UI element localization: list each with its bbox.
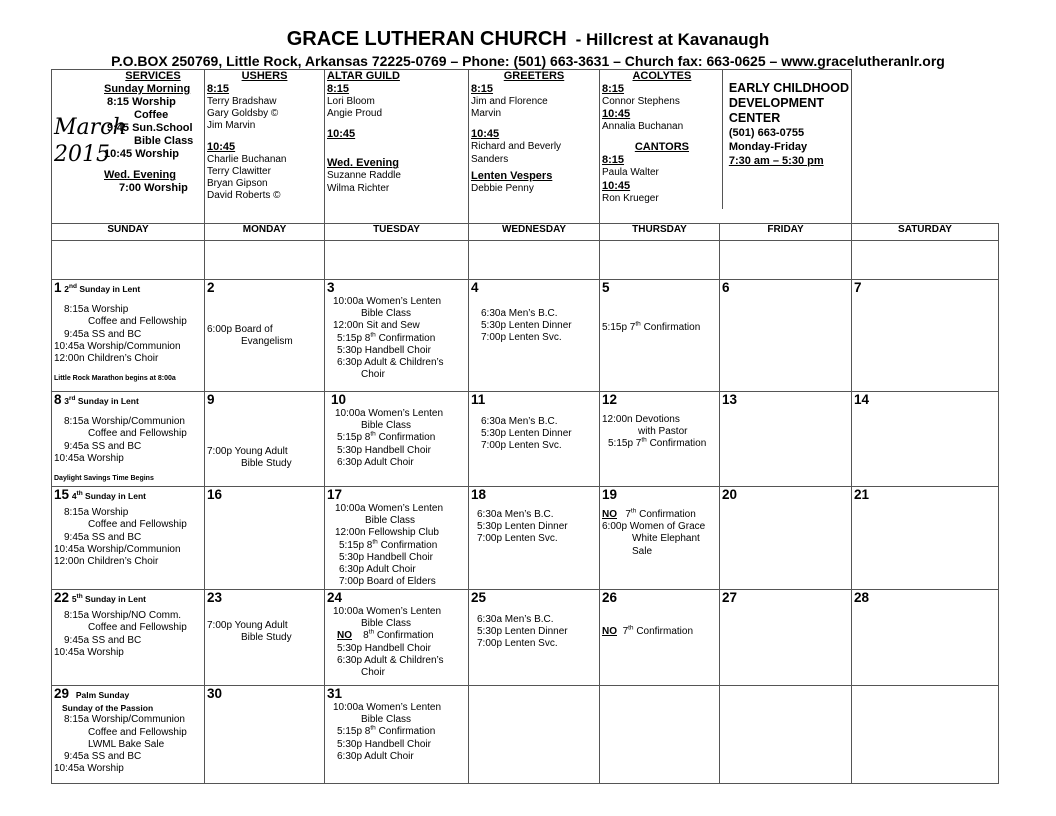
sunday-label: Palm Sunday bbox=[75, 690, 130, 700]
day-number: 13 bbox=[722, 392, 738, 407]
event: Bible Class bbox=[365, 515, 416, 527]
event: 10:00a Women’s Lenten bbox=[333, 606, 442, 617]
usher-name: Jim Marvin bbox=[207, 120, 256, 132]
event: 10:00a Women’s Lenten bbox=[333, 702, 442, 713]
event: 5:30p Handbell Choir bbox=[337, 444, 431, 456]
day-number: 28 bbox=[854, 590, 870, 605]
weekday-saturday: SATURDAY bbox=[852, 224, 999, 241]
day-number: 19 bbox=[602, 487, 618, 502]
event: Bible Study bbox=[241, 632, 292, 644]
ordinal-suffix: th bbox=[641, 437, 647, 445]
day-number: 2 bbox=[207, 280, 215, 295]
day-number: 27 bbox=[722, 590, 738, 605]
event: 6:00p Board of bbox=[207, 324, 273, 335]
event: 7:00p Young Adult bbox=[207, 446, 288, 457]
greeter-name: Richard and Beverly bbox=[471, 141, 562, 153]
day-number: 14 bbox=[854, 392, 870, 407]
event: Bible Class bbox=[361, 420, 412, 432]
day-cell-4 bbox=[469, 280, 600, 392]
usher-name: Terry Clawitter bbox=[207, 165, 271, 177]
event: 10:45a Worship bbox=[54, 646, 124, 658]
greeter-name: Sanders bbox=[471, 153, 509, 165]
weekday-thursday: THURSDAY bbox=[600, 224, 720, 241]
day-number: 17 bbox=[327, 487, 343, 502]
day-cell-18 bbox=[469, 487, 600, 590]
day-cell-13 bbox=[720, 392, 852, 487]
week-row bbox=[52, 487, 999, 590]
ordinal-suffix: th bbox=[630, 507, 637, 515]
event: Coffee and Fellowship bbox=[88, 519, 187, 531]
calendar-table bbox=[51, 69, 999, 784]
ecdc-phone: (501) 663-0755 bbox=[728, 127, 805, 139]
blank-day-cell bbox=[469, 241, 600, 280]
acolytes-cell bbox=[600, 70, 852, 224]
sunday-label: 2 bbox=[64, 284, 70, 294]
day-number: 25 bbox=[471, 590, 487, 605]
day-number: 12 bbox=[602, 392, 618, 407]
weekday-tuesday: TUESDAY bbox=[325, 224, 469, 241]
blank-day-cell bbox=[600, 241, 720, 280]
event: 12:00n Children’s Choir bbox=[54, 556, 159, 568]
week-row bbox=[52, 590, 999, 686]
ecdc-days: Monday-Friday bbox=[728, 141, 808, 153]
event: 9:45a SS and BC bbox=[64, 328, 142, 340]
ecdc-hours: 7:30 am – 5:30 pm bbox=[728, 155, 824, 167]
usher-name: Gary Goldsby © bbox=[207, 108, 279, 120]
services-title: SERVICES bbox=[125, 70, 181, 82]
event: Confirmation bbox=[633, 626, 694, 637]
sunday-label: 5 bbox=[71, 594, 77, 604]
day-cell-3 bbox=[325, 280, 469, 392]
month-name: March bbox=[54, 115, 127, 140]
ordinal-suffix: th bbox=[370, 331, 376, 339]
blank-week-row bbox=[52, 241, 999, 280]
event: 9:45a SS and BC bbox=[64, 531, 142, 543]
day-number: 31 bbox=[327, 686, 343, 701]
event: 10:00a Women’s Lenten bbox=[333, 296, 442, 307]
day-number: 9 bbox=[207, 392, 215, 407]
day-cell-27 bbox=[720, 590, 852, 686]
ecdc-line: EARLY CHILDHOOD bbox=[728, 81, 849, 95]
event: Bible Class bbox=[361, 618, 412, 630]
greeter-name: Debbie Penny bbox=[471, 182, 534, 194]
day-cell-23 bbox=[205, 590, 325, 686]
day-cell-8 bbox=[52, 392, 205, 487]
altar-guild-name: Suzanne Raddle bbox=[327, 170, 401, 182]
info-row bbox=[52, 70, 999, 224]
event: LWML Bake Sale bbox=[88, 738, 165, 750]
day-number: 8 bbox=[54, 392, 62, 407]
church-title bbox=[0, 28, 1056, 51]
day-cell-7 bbox=[852, 280, 999, 392]
day-number: 23 bbox=[207, 590, 223, 605]
empty-day-cell bbox=[852, 686, 999, 784]
event: 6:30p Adult Choir bbox=[339, 564, 416, 576]
event: 8:15a Worship/Communion bbox=[64, 714, 185, 726]
event: 12:00n Sit and Sew bbox=[333, 320, 420, 332]
event: 8 bbox=[363, 630, 369, 642]
weekday-wednesday: WEDNESDAY bbox=[469, 224, 600, 241]
blank-day-cell bbox=[852, 241, 999, 280]
services-line: 8:15 Worship bbox=[107, 96, 176, 108]
event: Choir bbox=[361, 369, 385, 381]
blank-day-cell bbox=[52, 241, 205, 280]
day-cell-22 bbox=[52, 590, 205, 686]
no-flag: NO bbox=[602, 509, 617, 520]
event: Coffee and Fellowship bbox=[88, 726, 187, 738]
day-cell-20 bbox=[720, 487, 852, 590]
altar-guild-time: 8:15 bbox=[327, 83, 350, 95]
weekday-friday: FRIDAY bbox=[720, 224, 852, 241]
event: 6:00p Women of Grace bbox=[602, 521, 706, 533]
event: Confirmation bbox=[377, 539, 438, 551]
event: 9:45a SS and BC bbox=[64, 751, 142, 763]
event: Evangelism bbox=[241, 336, 293, 348]
ordinal-suffix: nd bbox=[69, 283, 77, 291]
ordinal-suffix: rd bbox=[69, 395, 76, 403]
greeters-time: 8:15 bbox=[471, 83, 494, 95]
week-row bbox=[52, 686, 999, 784]
event: Confirmation bbox=[375, 332, 436, 344]
ecdc-line: CENTER bbox=[728, 111, 781, 125]
event: 6:30p Adult & Children’s bbox=[337, 357, 444, 369]
day-cell-6 bbox=[720, 280, 852, 392]
event: 7:00p Lenten Svc. bbox=[477, 638, 558, 650]
day-cell-2 bbox=[205, 280, 325, 392]
day-number: 7 bbox=[854, 280, 862, 295]
event-note: Little Rock Marathon begins at 8:00a bbox=[54, 375, 176, 383]
no-flag: NO bbox=[602, 626, 617, 637]
greeters-title: GREETERS bbox=[503, 70, 565, 82]
sunday-label-rest: Sunday in Lent bbox=[82, 491, 146, 501]
event: 7:00p Lenten Svc. bbox=[481, 332, 562, 344]
day-cell-24 bbox=[325, 590, 469, 686]
sunday-label-rest: Sunday in Lent bbox=[76, 284, 141, 294]
day-cell-5 bbox=[600, 280, 720, 392]
event: 5:15p 8 bbox=[337, 432, 371, 444]
day-cell-28 bbox=[852, 590, 999, 686]
event: 6:30a Men’s B.C. bbox=[481, 416, 558, 427]
event: 7 bbox=[625, 509, 631, 520]
blank-day-cell bbox=[325, 241, 469, 280]
altar-guild-name: Wilma Richter bbox=[327, 182, 390, 194]
week-row bbox=[52, 280, 999, 392]
event: White Elephant bbox=[632, 533, 700, 545]
services-line: 10:45 Worship bbox=[104, 148, 179, 160]
day-number: 24 bbox=[327, 590, 343, 605]
blank-day-cell bbox=[720, 241, 852, 280]
cantors-title: CANTORS bbox=[634, 141, 690, 154]
weekday-sunday: SUNDAY bbox=[52, 224, 205, 241]
blank-day-cell bbox=[205, 241, 325, 280]
event: 8:15a Worship/Communion bbox=[64, 416, 185, 428]
event: 5:30p Handbell Choir bbox=[337, 344, 431, 356]
event: 8:15a Worship/NO Comm. bbox=[64, 610, 182, 622]
day-cell-14 bbox=[852, 392, 999, 487]
event: 8:15a Worship bbox=[64, 304, 129, 316]
sunday-label-rest: Sunday in Lent bbox=[75, 396, 139, 406]
acolytes-time: 10:45 bbox=[602, 108, 631, 121]
event: 10:00a Women’s Lenten bbox=[335, 408, 444, 419]
event: 5:30p Lenten Dinner bbox=[481, 320, 572, 332]
event: 8:15a Worship bbox=[64, 507, 129, 519]
event: 12:00n Devotions bbox=[602, 414, 680, 425]
day-number: 30 bbox=[207, 686, 223, 701]
event: Coffee and Fellowship bbox=[88, 428, 187, 440]
sunday-label-rest: Sunday in Lent bbox=[82, 594, 146, 604]
event: 5:30p Lenten Dinner bbox=[481, 428, 572, 440]
day-number: 16 bbox=[207, 487, 223, 502]
sunday-label: 4 bbox=[71, 491, 77, 501]
day-number: 10 bbox=[331, 392, 347, 407]
event: 5:30p Lenten Dinner bbox=[477, 521, 568, 533]
usher-name: David Roberts © bbox=[207, 190, 281, 202]
event: Confirmation bbox=[640, 322, 701, 333]
usher-name: Charlie Buchanan bbox=[207, 153, 287, 165]
cantor-name: Paula Walter bbox=[602, 167, 659, 179]
cantor-name: Ron Krueger bbox=[602, 192, 659, 204]
altar-guild-cell bbox=[325, 70, 469, 224]
event: 5:15p 8 bbox=[337, 332, 371, 344]
altar-guild-time: 10:45 bbox=[327, 128, 356, 141]
event: Confirmation bbox=[646, 438, 707, 450]
day-number: 3 bbox=[327, 280, 335, 295]
event: 5:30p Handbell Choir bbox=[339, 551, 433, 563]
event: 10:45a Worship/Communion bbox=[54, 543, 181, 555]
event: 7:00p Lenten Svc. bbox=[481, 440, 562, 452]
event: 10:45a Worship bbox=[54, 452, 124, 464]
usher-name: Terry Bradshaw bbox=[207, 96, 277, 107]
day-cell-17 bbox=[325, 487, 469, 590]
day-cell-1 bbox=[52, 280, 205, 392]
greeters-time: 10:45 bbox=[471, 128, 500, 141]
event: Confirmation bbox=[375, 432, 436, 444]
day-cell-21 bbox=[852, 487, 999, 590]
event: Confirmation bbox=[374, 630, 434, 642]
greeters-lenten-label: Lenten Vespers bbox=[471, 169, 553, 182]
services-line: Coffee bbox=[134, 109, 169, 121]
day-cell-25 bbox=[469, 590, 600, 686]
event: 6:30p Adult Choir bbox=[337, 750, 414, 762]
empty-day-cell bbox=[600, 686, 720, 784]
services-line: 7:00 Worship bbox=[119, 182, 188, 194]
ordinal-suffix: th bbox=[370, 431, 376, 439]
cantors-time: 8:15 bbox=[602, 154, 625, 167]
event: Bible Study bbox=[241, 458, 292, 470]
ushers-time: 8:15 bbox=[207, 83, 230, 95]
event: Coffee and Fellowship bbox=[88, 622, 187, 634]
services-line: Bible Class bbox=[134, 135, 194, 147]
ordinal-suffix: th bbox=[370, 725, 376, 733]
event: 10:00a Women’s Lenten bbox=[335, 503, 444, 514]
event: Choir bbox=[361, 667, 385, 679]
ushers-title: USHERS bbox=[241, 70, 288, 82]
acolyte-name: Annalia Buchanan bbox=[602, 121, 684, 133]
empty-day-cell bbox=[469, 686, 600, 784]
ordinal-suffix: th bbox=[628, 624, 634, 632]
month-year: 2015 bbox=[54, 142, 110, 167]
day-number: 29 bbox=[54, 686, 70, 701]
church-location: - Hillcrest at Kavanaugh bbox=[575, 30, 770, 49]
event: 7:00p Lenten Svc. bbox=[477, 533, 558, 545]
event: 5:15p 8 bbox=[339, 539, 373, 551]
day-cell-11 bbox=[469, 392, 600, 487]
ushers-cell bbox=[205, 70, 325, 224]
day-cell-9 bbox=[205, 392, 325, 487]
day-cell-29 bbox=[52, 686, 205, 784]
event: 10:45a Worship bbox=[54, 763, 124, 775]
event: 5:30p Handbell Choir bbox=[337, 738, 431, 750]
day-cell-30 bbox=[205, 686, 325, 784]
event: 6:30p Adult Choir bbox=[337, 456, 414, 468]
event: with Pastor bbox=[638, 426, 688, 438]
altar-guild-title: ALTAR GUILD bbox=[327, 70, 400, 82]
day-number: 11 bbox=[471, 392, 486, 407]
event: 9:45a SS and BC bbox=[64, 634, 142, 646]
acolytes-title: ACOLYTES bbox=[632, 70, 692, 82]
church-address: P.O.BOX 250769, Little Rock, Arkansas 72225-0769 – Phone: (501) 663-3631 – Church fax: 663-0625 – www.gracelutheranlr.org bbox=[111, 53, 945, 69]
ushers-time: 10:45 bbox=[207, 140, 236, 153]
day-number: 22 bbox=[54, 590, 70, 605]
services-wed-label: Wed. Evening bbox=[104, 169, 176, 181]
day-number: 1 bbox=[54, 280, 62, 295]
day-number: 4 bbox=[471, 280, 479, 295]
cantors-time: 10:45 bbox=[602, 179, 631, 192]
usher-name: Bryan Gipson bbox=[207, 178, 268, 190]
event: Confirmation bbox=[375, 726, 436, 738]
ordinal-suffix: th bbox=[372, 538, 378, 546]
acolyte-name: Connor Stephens bbox=[602, 96, 680, 107]
acolytes-time: 8:15 bbox=[602, 83, 625, 95]
day-cell-31 bbox=[325, 686, 469, 784]
event: 5:30p Lenten Dinner bbox=[477, 626, 568, 638]
greeter-name: Marvin bbox=[471, 108, 502, 120]
day-number: 5 bbox=[602, 280, 610, 295]
day-cell-15 bbox=[52, 487, 205, 590]
sunday-subtitle: Sunday of the Passion bbox=[62, 703, 154, 714]
event: Sale bbox=[632, 545, 653, 557]
event: 12:00n Children’s Choir bbox=[54, 353, 159, 365]
altar-guild-name: Angie Proud bbox=[327, 108, 383, 120]
event: 6:30a Men’s B.C. bbox=[481, 308, 558, 319]
day-cell-12 bbox=[600, 392, 720, 487]
services-cell bbox=[52, 70, 205, 224]
event: 7 bbox=[622, 626, 629, 637]
ordinal-suffix: th bbox=[368, 629, 375, 637]
altar-guild-name: Lori Bloom bbox=[327, 96, 375, 107]
ecdc-panel bbox=[722, 70, 849, 209]
event: Confirmation bbox=[636, 509, 696, 520]
services-line: 9:45 Sun.School bbox=[107, 122, 193, 134]
ordinal-suffix: th bbox=[635, 320, 641, 328]
event: Bible Class bbox=[361, 714, 412, 726]
event: 6:30a Men’s B.C. bbox=[477, 509, 554, 520]
event: Coffee and Fellowship bbox=[88, 316, 187, 328]
event: 5:15p 8 bbox=[337, 726, 371, 738]
event: 10:45a Worship/Communion bbox=[54, 340, 181, 352]
event: 7:00p Young Adult bbox=[207, 620, 288, 631]
day-number: 6 bbox=[722, 280, 730, 295]
event: 5:15p 7 bbox=[608, 438, 642, 450]
services-sunday-label: Sunday Morning bbox=[104, 83, 191, 95]
event: 6:30p Adult & Children’s bbox=[337, 654, 444, 666]
day-number: 15 bbox=[54, 487, 70, 502]
event: 12:00n Fellowship Club bbox=[335, 527, 439, 539]
ordinal-suffix: th bbox=[76, 490, 83, 498]
event: Bible Class bbox=[361, 308, 412, 320]
day-number: 20 bbox=[722, 487, 738, 502]
event: 9:45a SS and BC bbox=[64, 440, 142, 452]
altar-guild-wed-label: Wed. Evening bbox=[327, 157, 399, 170]
week-row bbox=[52, 392, 999, 487]
weekday-monday: MONDAY bbox=[205, 224, 325, 241]
weekday-header-row bbox=[52, 224, 999, 241]
ordinal-suffix: th bbox=[76, 593, 83, 601]
sunday-label: 3 bbox=[64, 396, 70, 406]
empty-day-cell bbox=[720, 686, 852, 784]
event-note: Daylight Savings Time Begins bbox=[54, 475, 154, 483]
event: 5:15p 7 bbox=[602, 322, 636, 333]
day-cell-10 bbox=[325, 392, 469, 487]
day-number: 26 bbox=[602, 590, 618, 605]
day-cell-19 bbox=[600, 487, 720, 590]
day-cell-26 bbox=[600, 590, 720, 686]
day-number: 21 bbox=[854, 487, 870, 502]
church-name: GRACE LUTHERAN CHURCH bbox=[286, 28, 567, 50]
day-cell-16 bbox=[205, 487, 325, 590]
ecdc-line: DEVELOPMENT bbox=[728, 96, 824, 110]
greeters-cell bbox=[469, 70, 600, 224]
event: 7:00p Board of Elders bbox=[339, 576, 436, 588]
event: 6:30a Men’s B.C. bbox=[477, 614, 554, 625]
no-flag: NO bbox=[337, 630, 352, 642]
day-number: 18 bbox=[471, 487, 487, 502]
greeter-name: Jim and Florence bbox=[471, 96, 548, 107]
event: 5:30p Handbell Choir bbox=[337, 642, 431, 654]
